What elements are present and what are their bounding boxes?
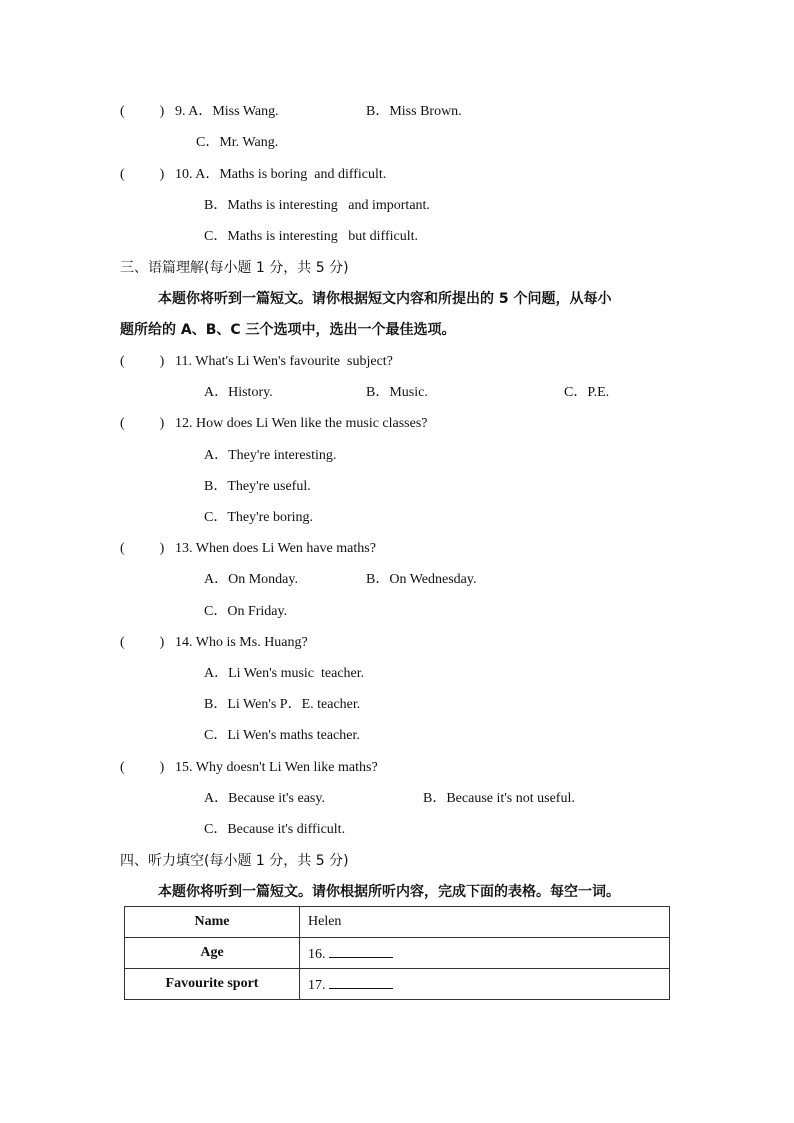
answer-paren: ( ) — [120, 354, 165, 369]
row-label: Name — [125, 907, 300, 938]
section-4-intro: 本题你将听到一篇短文。请你根据所听内容，完成下面的表格。每空一词。 — [158, 884, 620, 900]
question-13-option-c: C．On Friday. — [204, 604, 288, 619]
question-14-option-a: A．Li Wen's music teacher. — [204, 666, 365, 681]
answer-blank[interactable] — [329, 943, 393, 958]
question-11-option-b: B．Music. — [366, 385, 428, 400]
table-row — [125, 969, 670, 1000]
table-row — [125, 907, 670, 938]
answer-cell — [300, 969, 670, 1000]
question-15-option-a: A．Because it's easy. — [204, 791, 325, 806]
question-12-stem: 12. How does Li Wen like the music classes? — [175, 416, 428, 431]
question-9-option-b: B．Miss Brown. — [366, 104, 462, 119]
answer-paren: ( ) — [120, 416, 165, 431]
question-15-stem: 15. Why doesn't Li Wen like maths? — [175, 760, 378, 775]
question-9-option-a: 9. A．Miss Wang. — [175, 104, 279, 119]
section-3-intro-line-2: 题所给的 A、B、C 三个选项中，选出一个最佳选项。 — [120, 322, 456, 338]
question-12-option-c: C．They're boring. — [204, 510, 314, 525]
answer-paren: ( ) — [120, 635, 165, 650]
question-12-option-a: A．They're interesting. — [204, 448, 337, 463]
answer-blank[interactable] — [329, 974, 393, 989]
question-14-option-b: B．Li Wen's P．E. teacher. — [204, 697, 361, 712]
question-11-option-a: A．History. — [204, 385, 273, 400]
answer-cell — [300, 938, 670, 969]
question-13-stem: 13. When does Li Wen have maths? — [175, 541, 376, 556]
question-10-option-b: B．Maths is interesting and important. — [204, 198, 430, 213]
question-number: 16. — [308, 947, 326, 962]
question-14-option-c: C．Li Wen's maths teacher. — [204, 728, 360, 743]
answer-paren: ( ) — [120, 541, 165, 556]
answer-paren: ( ) — [120, 167, 165, 182]
question-14-stem: 14. Who is Ms. Huang? — [175, 635, 308, 650]
question-number: 17. — [308, 978, 326, 993]
question-15-option-c: C．Because it's difficult. — [204, 822, 346, 837]
section-3-intro-line-1: 本题你将听到一篇短文。请你根据短文内容和所提出的 5 个问题，从每小 — [158, 291, 612, 307]
row-label: Favourite sport — [125, 969, 300, 1000]
section-3-title: 三、语篇理解(每小题 1 分，共 5 分) — [120, 260, 349, 276]
question-10-option-c: C．Maths is interesting but difficult. — [204, 229, 419, 244]
fill-in-table — [124, 906, 670, 1000]
row-value: Helen — [300, 907, 670, 938]
question-10-option-a: 10. A．Maths is boring and difficult. — [175, 167, 387, 182]
question-15-option-b: B．Because it's not useful. — [423, 791, 575, 806]
question-13-option-a: A．On Monday. — [204, 572, 298, 587]
table-row — [125, 938, 670, 969]
question-11-stem: 11. What's Li Wen's favourite subject? — [175, 354, 393, 369]
question-11-option-c: C．P.E. — [564, 385, 610, 400]
answer-paren: ( ) — [120, 104, 165, 119]
question-9-option-c: C．Mr. Wang. — [196, 135, 279, 150]
answer-paren: ( ) — [120, 760, 165, 775]
row-label: Age — [125, 938, 300, 969]
question-12-option-b: B．They're useful. — [204, 479, 311, 494]
section-4-title: 四、听力填空(每小题 1 分，共 5 分) — [120, 853, 349, 869]
question-13-option-b: B．On Wednesday. — [366, 572, 477, 587]
